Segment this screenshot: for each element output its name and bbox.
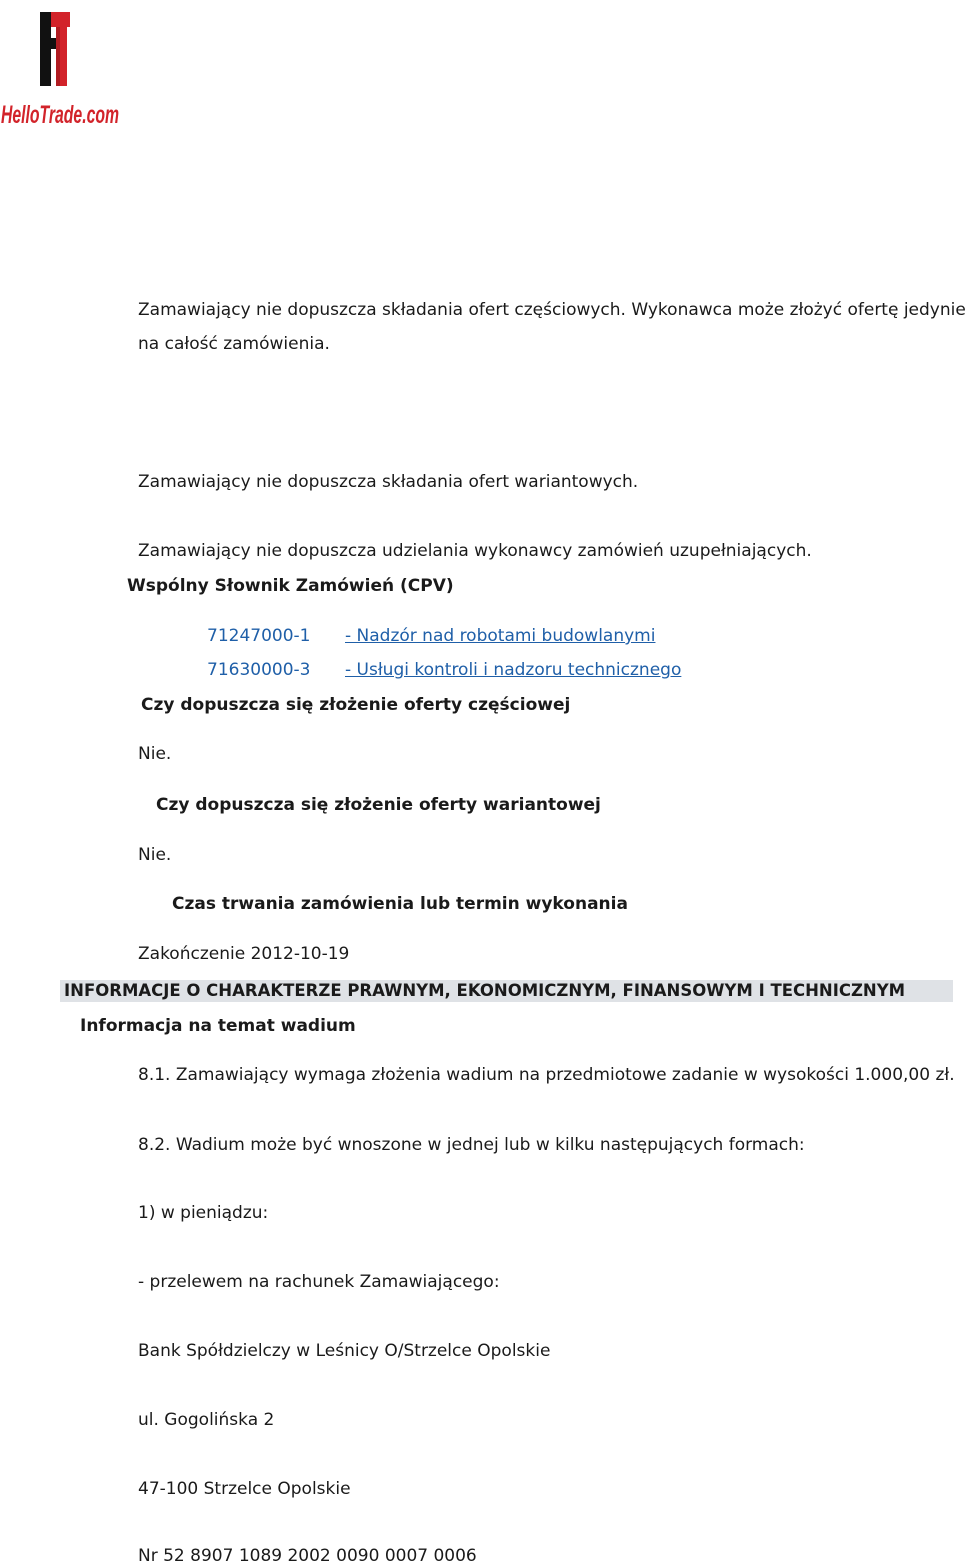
cpv-heading: Wspólny Słownik Zamówień (CPV)	[127, 576, 454, 596]
wadium-line: 47-100 Strzelce Opolskie	[138, 1479, 351, 1499]
wadium-line: Bank Spółdzielczy w Leśnicy O/Strzelce Opolskie	[138, 1341, 551, 1361]
paragraph-partial-offers-line2: na całość zamówienia.	[138, 334, 330, 354]
paragraph-supplementary-orders: Zamawiający nie dopuszcza udzielania wykonawcy zamówień uzupełniających.	[138, 541, 812, 561]
paragraph-partial-offers-line1: Zamawiający nie dopuszcza składania ofert częściowych. Wykonawca może złożyć ofertę jedynie	[138, 300, 966, 320]
cpv-link-1[interactable]: - Nadzór nad robotami budowlanymi	[345, 626, 656, 646]
variant-offer-answer: Nie.	[138, 845, 172, 865]
bank-account-number: Nr 52 8907 1089 2002 0090 0007 0006	[138, 1546, 477, 1566]
partial-offer-answer: Nie.	[138, 744, 172, 764]
hellotrade-logo[interactable]	[0, 4, 122, 128]
wadium-line: - przelewem na rachunek Zamawiającego:	[138, 1272, 500, 1292]
cpv-link-2[interactable]: - Usługi kontroli i nadzoru technicznego	[345, 660, 682, 680]
wadium-line: ul. Gogolińska 2	[138, 1410, 275, 1430]
cpv-code-2: 71630000-3	[207, 660, 311, 680]
paragraph-variant-offers: Zamawiający nie dopuszcza składania ofert wariantowych.	[138, 472, 639, 492]
wadium-heading: Informacja na temat wadium	[80, 1016, 356, 1036]
wadium-line: 8.1. Zamawiający wymaga złożenia wadium na przedmiotowe zadanie w wysokości 1.000,00 zł.	[138, 1065, 955, 1085]
duration-value: Zakończenie 2012-10-19	[138, 944, 350, 964]
section-title: INFORMACJE O CHARAKTERZE PRAWNYM, EKONOMICZNYM, FINANSOWYM I TECHNICZNYM	[64, 981, 906, 1000]
wadium-line: 1) w pieniądzu:	[138, 1203, 269, 1223]
wadium-line: 8.2. Wadium może być wnoszone w jednej lub w kilku następujących formach:	[138, 1135, 805, 1155]
logo-brand-text: HelloTrade.com	[1, 101, 119, 129]
variant-offer-heading: Czy dopuszcza się złożenie oferty wariantowej	[156, 795, 601, 815]
duration-heading: Czas trwania zamówienia lub termin wykonania	[172, 894, 628, 914]
cpv-code-1: 71247000-1	[207, 626, 311, 646]
partial-offer-heading: Czy dopuszcza się złożenie oferty częściowej	[141, 695, 571, 715]
ht-logo-icon	[0, 4, 122, 128]
